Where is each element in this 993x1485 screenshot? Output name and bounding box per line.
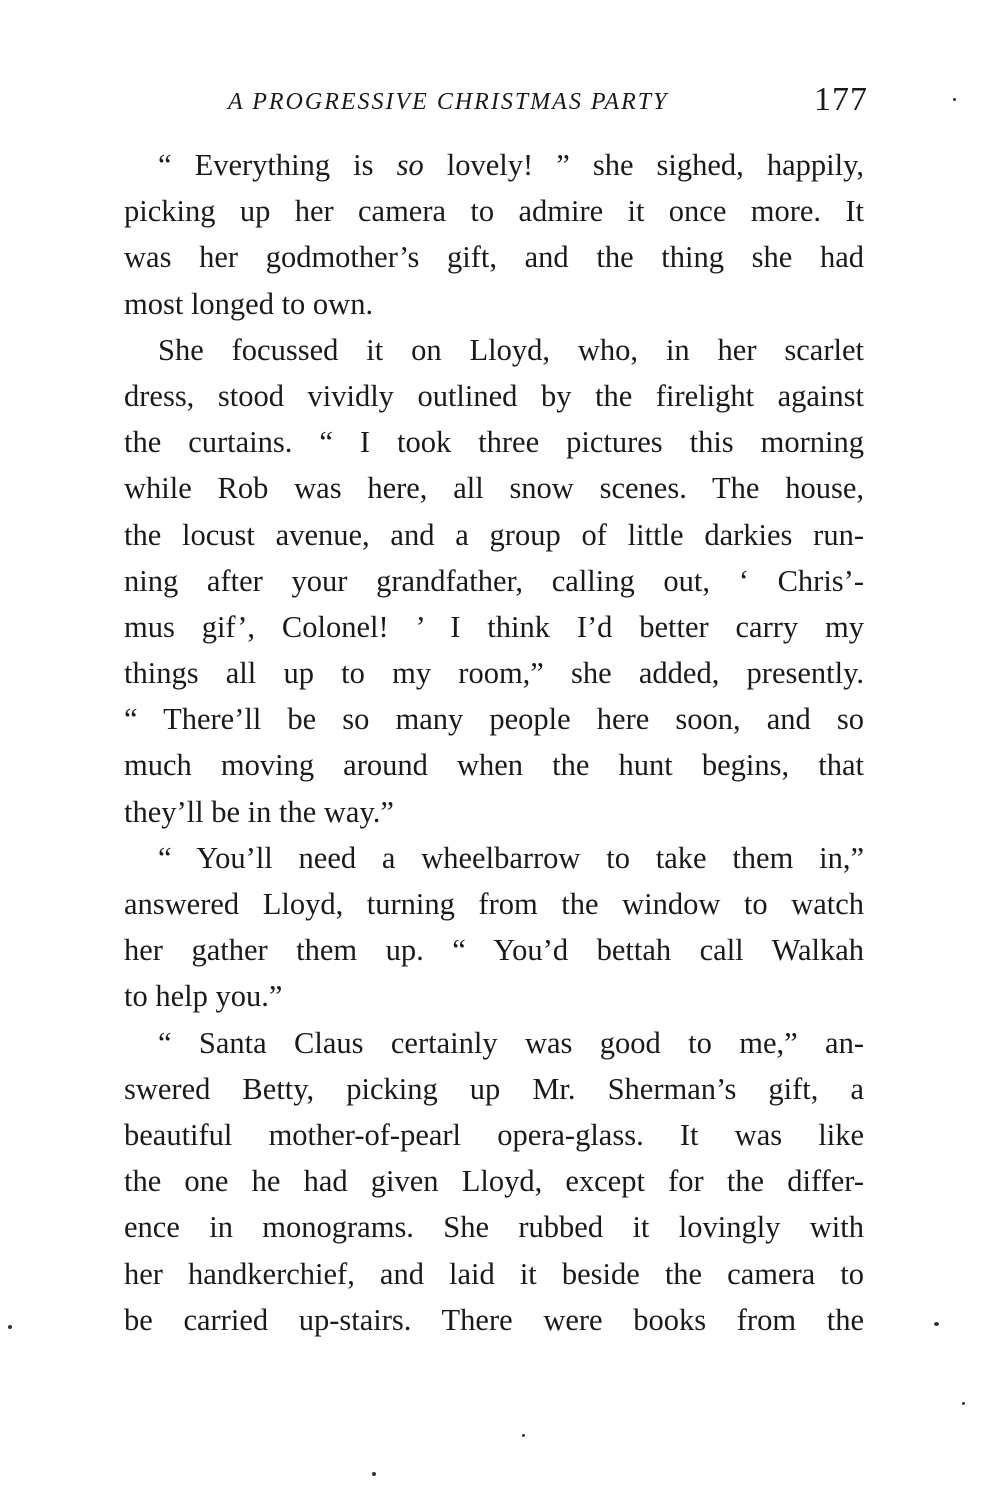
emphasis-word: so	[396, 148, 424, 182]
text-line: the curtains. “ I took three pictures this morning	[124, 425, 864, 460]
text-line: much moving around when the hunt begins, that	[124, 748, 864, 783]
text-line: She focussed it on Lloyd, who, in her scarlet	[158, 332, 864, 367]
text-line: dress, stood vividly outlined by the firelight against	[124, 378, 864, 413]
scan-speck	[934, 1322, 939, 1326]
text-line: answered Lloyd, turning from the window to watch	[124, 887, 864, 921]
page-number: 177	[814, 81, 868, 118]
text-line: her gather them up. “ You’d bettah call Walkah	[124, 933, 864, 968]
text-line: be carried up-stairs. There were books from the	[124, 1302, 864, 1337]
text-line: picking up her camera to admire it once more. It	[124, 194, 864, 229]
running-header	[228, 81, 868, 126]
text-line: “ Santa Claus certainly was good to me,” an-	[158, 1025, 864, 1060]
text-line: to help you.”	[124, 979, 283, 1014]
scan-speck	[372, 1472, 376, 1476]
running-title: A PROGRESSIVE CHRISTMAS PARTY	[228, 89, 669, 115]
text-line: mus gif’, Colonel! ’ I think I’d better carry my	[124, 609, 864, 644]
text-line: “ You’ll need a wheelbarrow to take them in,”	[158, 840, 864, 875]
text-line: was her godmother’s gift, and the thing she had	[124, 240, 864, 275]
body-text	[124, 142, 864, 1343]
text-line: most longed to own.	[124, 286, 374, 321]
text-line: things all up to my room,” she added, presently.	[124, 656, 864, 691]
text-line: her handkerchief, and laid it beside the camera to	[124, 1256, 864, 1291]
text-line: while Rob was here, all snow scenes. The house,	[124, 471, 864, 506]
scan-speck	[8, 1325, 12, 1329]
text-line: “ Everything is so lovely! ” she sighed, happily,	[158, 148, 864, 182]
scan-speck	[953, 98, 956, 101]
text-line: ning after your grandfather, calling out, ‘ Chris’-	[124, 563, 864, 598]
text-line: ence in monograms. She rubbed it lovingly with	[124, 1210, 864, 1245]
text-line: the one he had given Lloyd, except for the differ-	[124, 1164, 864, 1199]
scan-speck	[522, 1434, 525, 1437]
text-line: they’ll be in the way.”	[124, 794, 394, 829]
text-line: beautiful mother-of-pearl opera-glass. It was like	[124, 1117, 864, 1152]
text-line: swered Betty, picking up Mr. Sherman’s gift, a	[124, 1071, 864, 1106]
text-line: “ There’ll be so many people here soon, and so	[124, 702, 864, 737]
scan-speck	[962, 1402, 965, 1405]
text-line: the locust avenue, and a group of little darkies run-	[124, 517, 864, 552]
